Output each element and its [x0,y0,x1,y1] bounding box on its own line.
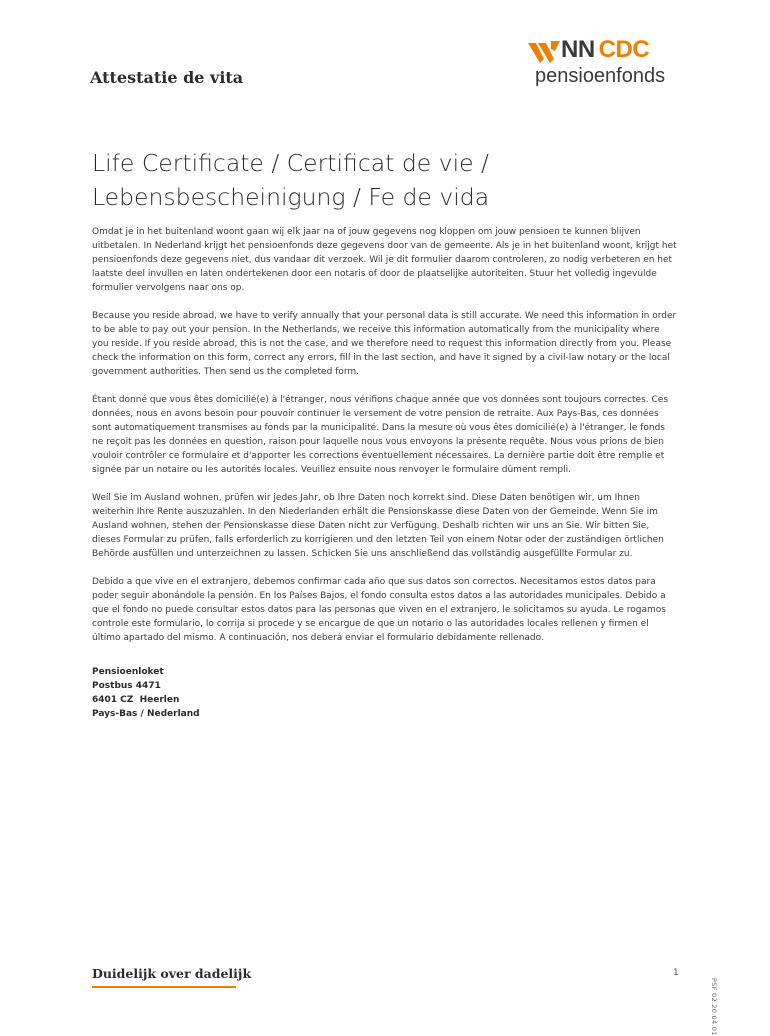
logo-nn-text: NN [561,36,595,63]
footer-accent-line [92,986,236,988]
paragraph-spanish: Debido a que vive en el extranjero, debemos confirmar cada año que sus datos son correctos. Necesitamos estos datos para poder seguir abonándole la pensión. En los Países Bajos, el fondo consulta estos datos a las autoridades municipales. Debido a que el fondo no puede consultar estos datos para las personas que viven en el extranjero, le solicitamos su ayuda. Le rogamos controle este formulario, lo corrija si procede y se encargue de que un notario o las autoridades locales rellenen y firmen el último apartado del mismo. A continuación, nos deberá enviar el formulario debidamente rellenado. [92,577,666,643]
address-line-1: Pensioenloket [92,667,164,677]
nn-swoosh-logo-icon [527,39,563,65]
address-line-2: Postbus 4471 [92,681,161,691]
address-line-4: Pays-Bas / Nederland [92,709,200,719]
paragraph-english: Because you reside abroad, we have to verify annually that your personal data is still accurate. We need this information in order to be able to pay out your pension. In the Netherlands, we receive this information automatically from the municipality where you reside. If you reside abroad, this is not the case, and we therefore need to request this information directly from you. Please check the information on this form, correct any errors, fill in the last section, and have it signed by a civil-law notary or the local government authorities. Then send us the completed form. [92,311,677,377]
page-number: 1 [673,968,679,978]
document-header-title: Attestatie de vita [90,68,244,87]
logo-subtitle: pensioenfonds [535,65,666,87]
return-address [92,665,200,721]
paragraph-german: Weil Sie im Ausland wohnen, prüfen wir jedes Jahr, ob Ihre Daten noch korrekt sind. Diese Daten benötigen wir, um Ihnen weiterhin Ihre Rente auszuzahlen. In den Niederlanden erhält die Pensionskasse diese Daten von der Gemeinde. Wenn Sie im Ausland wohnen, stehen der Pensionskasse diese Daten nicht zur Verfügung. Deshalb richten wir uns an Sie. Wir bitten Sie, dieses Formular zu prüfen, falls erforderlich zu korrigieren und den letzten Teil von einem Notar oder der zuständigen örtlichen Behörde ausfüllen und unterzeichnen zu lassen. Schicken Sie uns anschließend das vollständig ausgefüllte Formular zu. [92,493,664,559]
intro-paragraphs [92,225,677,659]
logo-wordmark [561,36,649,64]
address-line-3: 6401 CZ Heerlen [92,695,180,705]
nn-cdc-pensioenfonds-logo [527,36,687,92]
page-title [92,146,692,214]
footer-slogan: Duidelijk over dadelijk [92,966,252,981]
page-title-line-2: Lebensbescheinigung / Fe de vida [92,183,490,211]
logo-cdc-text: CDC [598,36,650,63]
page-title-line-1: Life Certificate / Certificat de vie / [92,149,489,177]
paragraph-dutch: Omdat je in het buitenland woont gaan wij elk jaar na of jouw gegevens nog kloppen om jouw pensioen te kunnen blijven uitbetalen. In Nederland krijgt het pensioenfonds deze gegevens door van de gemeente. Als je in het buitenland woont, krijgt het pensioenfonds deze gegevens niet, dus vandaar dit verzoek. Wil je dit formulier daarom controleren, zo nodig verbeteren en het laatste deel invullen en laten ondertekenen door een notaris of door de plaatselijke autoriteiten. Stuur het volledig ingevulde formulier vervolgens naar ons op. [92,227,677,293]
document-code: PSF 02.20.04.01 [710,978,718,1036]
paragraph-french: Étant donné que vous êtes domicilié(e) à l'étranger, nous vérifions chaque année que vos données sont toujours correctes. Ces données, nous en avons besoin pour pouvoir continuer le versement de votre pension de retraite. Aux Pays-Bas, ces données sont automatiquement transmises au fonds par la municipalité. Dans la mesure où vous êtes domicilié(e) à l'étranger, le fonds ne reçoit pas les données en question, raison pour laquelle nous vous envoyons la présente requête. Nous vous prions de bien vouloir contrôler ce formulaire et d'apporter les corrections éventuellement nécessaires. La dernière partie doit être remplie et signée par un notaire ou les autorités locales. Veuillez ensuite nous renvoyer le formulaire dûment rempli. [92,395,669,475]
